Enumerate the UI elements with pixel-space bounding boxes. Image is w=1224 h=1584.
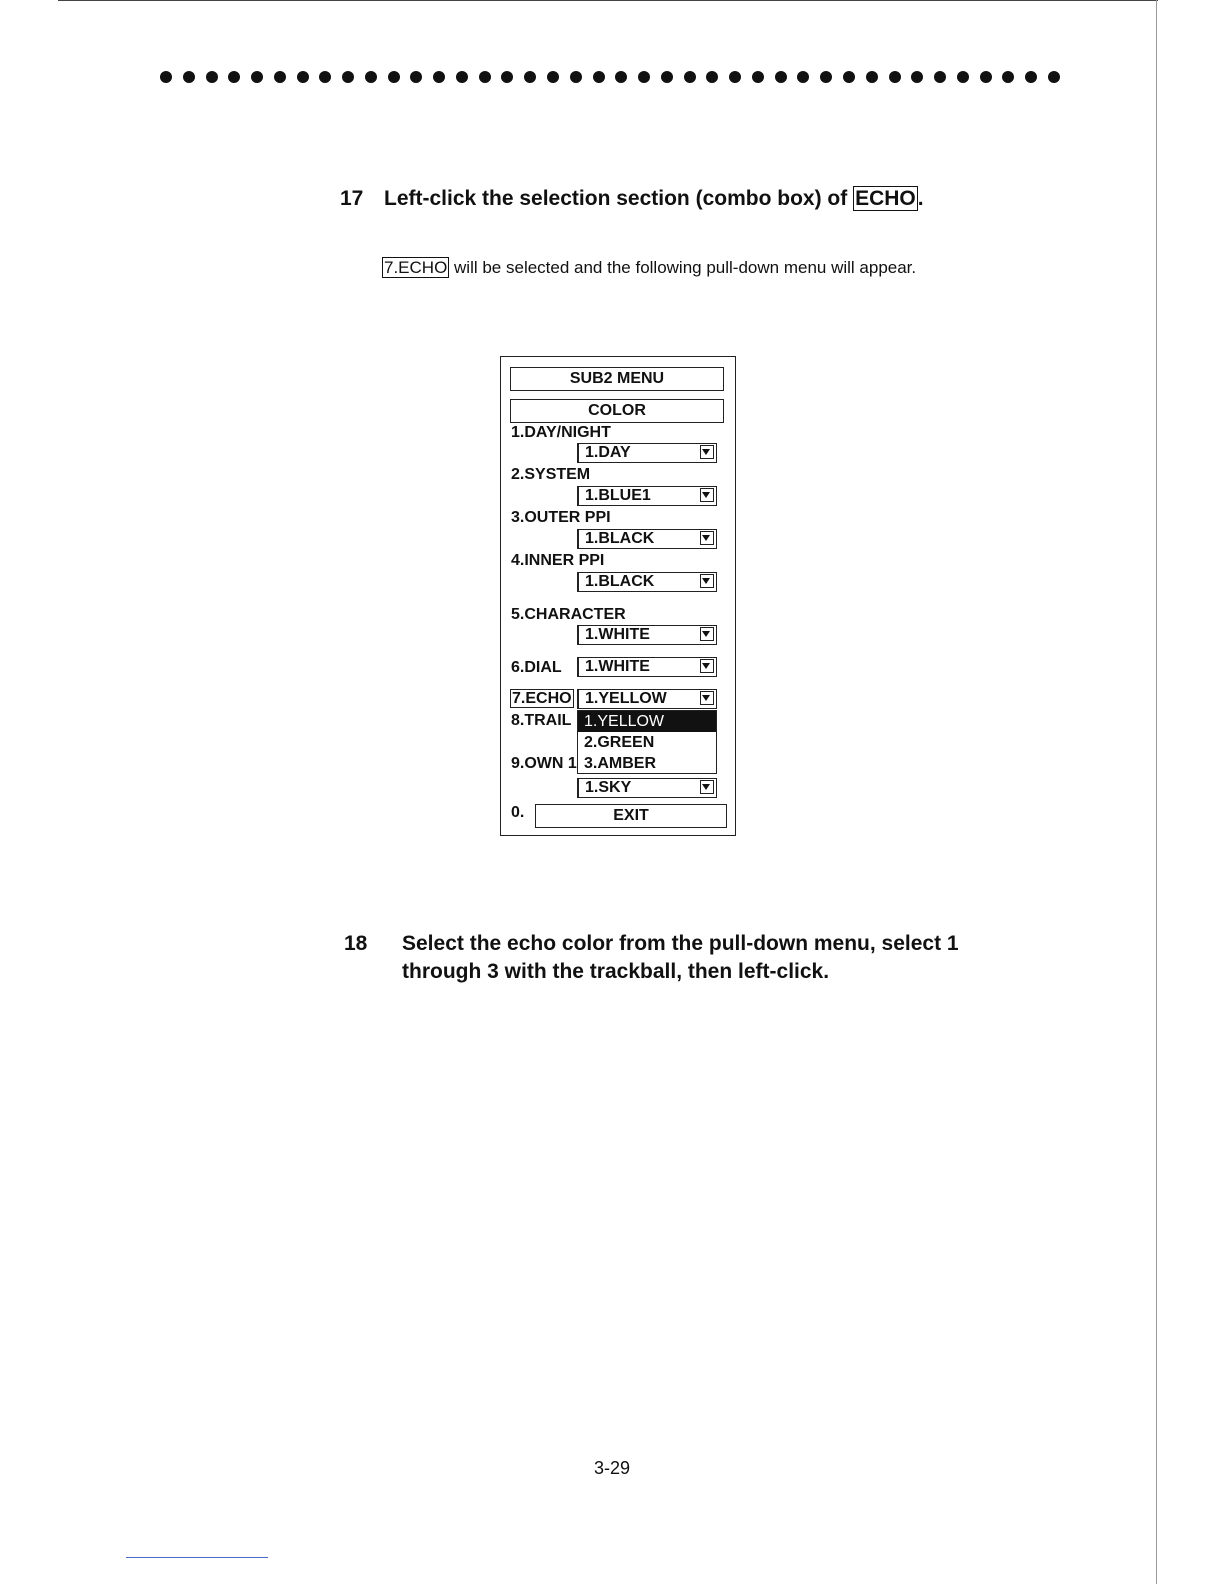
combo-dial[interactable] [577, 657, 717, 677]
combo-system[interactable] [577, 486, 717, 506]
divider-dot [820, 71, 832, 83]
label-inner-ppi: 4.INNER PPI [511, 552, 605, 569]
step-17-text-after: . [917, 187, 924, 210]
divider-dot [547, 71, 559, 83]
divider-dot [638, 71, 650, 83]
dropdown-arrow-icon[interactable] [700, 488, 714, 502]
combo-echo[interactable] [577, 689, 717, 709]
option-yellow[interactable]: 1.YELLOW [578, 711, 716, 732]
dropdown-arrow-icon[interactable] [700, 531, 714, 545]
dropdown-arrow-icon[interactable] [700, 659, 714, 673]
combo-value: 1.BLACK [585, 530, 655, 547]
combo-value: 1.BLUE1 [585, 487, 651, 504]
menu-title: SUB2 MENU [510, 367, 724, 391]
step-18-number: 18 [344, 932, 368, 955]
divider-dot [524, 71, 536, 83]
dot-divider [160, 66, 1060, 88]
step-17-number: 17 [340, 187, 364, 210]
divider-dot [1002, 71, 1014, 83]
bottom-rule [126, 1557, 268, 1558]
combo-value: 1.WHITE [585, 626, 650, 643]
divider-dot [775, 71, 787, 83]
echo-item-label: 7.ECHO [512, 690, 572, 707]
label-echo[interactable] [510, 689, 574, 709]
divider-dot [1025, 71, 1037, 83]
divider-dot [297, 71, 309, 83]
divider-dot [456, 71, 468, 83]
combo-own[interactable] [577, 778, 717, 798]
label-own: 9.OWN 1 [511, 755, 577, 772]
combo-value: 1.BLACK [585, 573, 655, 590]
page-number: 3-29 [593, 1458, 631, 1478]
label-system: 2.SYSTEM [511, 466, 591, 483]
divider-dot [501, 71, 513, 83]
divider-dot [752, 71, 764, 83]
divider-dot [251, 71, 263, 83]
divider-dot [866, 71, 878, 83]
step-17-instruction [384, 185, 924, 213]
combo-inner-ppi[interactable] [577, 572, 717, 592]
divider-dot [615, 71, 627, 83]
echo-pulldown-list[interactable] [577, 710, 717, 774]
combo-character[interactable] [577, 625, 717, 645]
divider-dot [570, 71, 582, 83]
sub2-menu-panel [500, 356, 736, 836]
divider-dot [729, 71, 741, 83]
divider-dot [183, 71, 195, 83]
combo-day-night[interactable] [577, 443, 717, 463]
divider-dot [661, 71, 673, 83]
divider-dot [1048, 71, 1060, 83]
option-amber[interactable]: 3.AMBER [584, 755, 657, 772]
combo-value: 1.SKY [585, 779, 632, 796]
step-17-text-before: Left-click the selection section (combo box) of [384, 187, 854, 210]
divider-dot [160, 71, 172, 83]
echo-boxed-label: ECHO [855, 187, 916, 210]
divider-dot [388, 71, 400, 83]
dropdown-arrow-icon[interactable] [700, 627, 714, 641]
divider-dot [934, 71, 946, 83]
right-rule [1156, 0, 1157, 1584]
divider-dot [433, 71, 445, 83]
divider-dot [365, 71, 377, 83]
combo-outer-ppi[interactable] [577, 529, 717, 549]
divider-dot [410, 71, 422, 83]
dropdown-arrow-icon[interactable] [700, 780, 714, 794]
divider-dot [342, 71, 354, 83]
label-trail: 8.TRAIL [511, 712, 572, 729]
step-18-instruction: Select the echo color from the pull-down menu, select 1 through 3 with the trackball, then left-click. [402, 932, 959, 983]
divider-dot [889, 71, 901, 83]
dropdown-arrow-icon[interactable] [700, 574, 714, 588]
note-text: will be selected and the following pull-down menu will appear. [449, 258, 917, 277]
divider-dot [911, 71, 923, 83]
combo-value: 1.DAY [585, 444, 631, 461]
divider-dot [274, 71, 286, 83]
menu-section-color: COLOR [510, 399, 724, 423]
combo-value: 1.YELLOW [585, 690, 667, 707]
option-green[interactable]: 2.GREEN [584, 734, 655, 751]
divider-dot [206, 71, 218, 83]
divider-dot [593, 71, 605, 83]
divider-dot [479, 71, 491, 83]
label-day-night: 1.DAY/NIGHT [511, 424, 611, 441]
divider-dot [319, 71, 331, 83]
divider-dot [797, 71, 809, 83]
divider-dot [957, 71, 969, 83]
exit-button[interactable]: EXIT [535, 804, 727, 828]
dropdown-arrow-icon[interactable] [700, 445, 714, 459]
dropdown-arrow-icon[interactable] [700, 691, 714, 705]
label-character: 5.CHARACTER [511, 606, 626, 623]
exit-prefix: 0. [511, 804, 525, 821]
divider-dot [706, 71, 718, 83]
label-dial: 6.DIAL [511, 659, 562, 676]
top-rule [58, 0, 1158, 1]
combo-value: 1.WHITE [585, 658, 650, 675]
divider-dot [228, 71, 240, 83]
echo-item-boxed-label: 7.ECHO [384, 258, 448, 277]
step-17-note [382, 256, 916, 280]
divider-dot [684, 71, 696, 83]
divider-dot [980, 71, 992, 83]
divider-dot [843, 71, 855, 83]
label-outer-ppi: 3.OUTER PPI [511, 509, 611, 526]
